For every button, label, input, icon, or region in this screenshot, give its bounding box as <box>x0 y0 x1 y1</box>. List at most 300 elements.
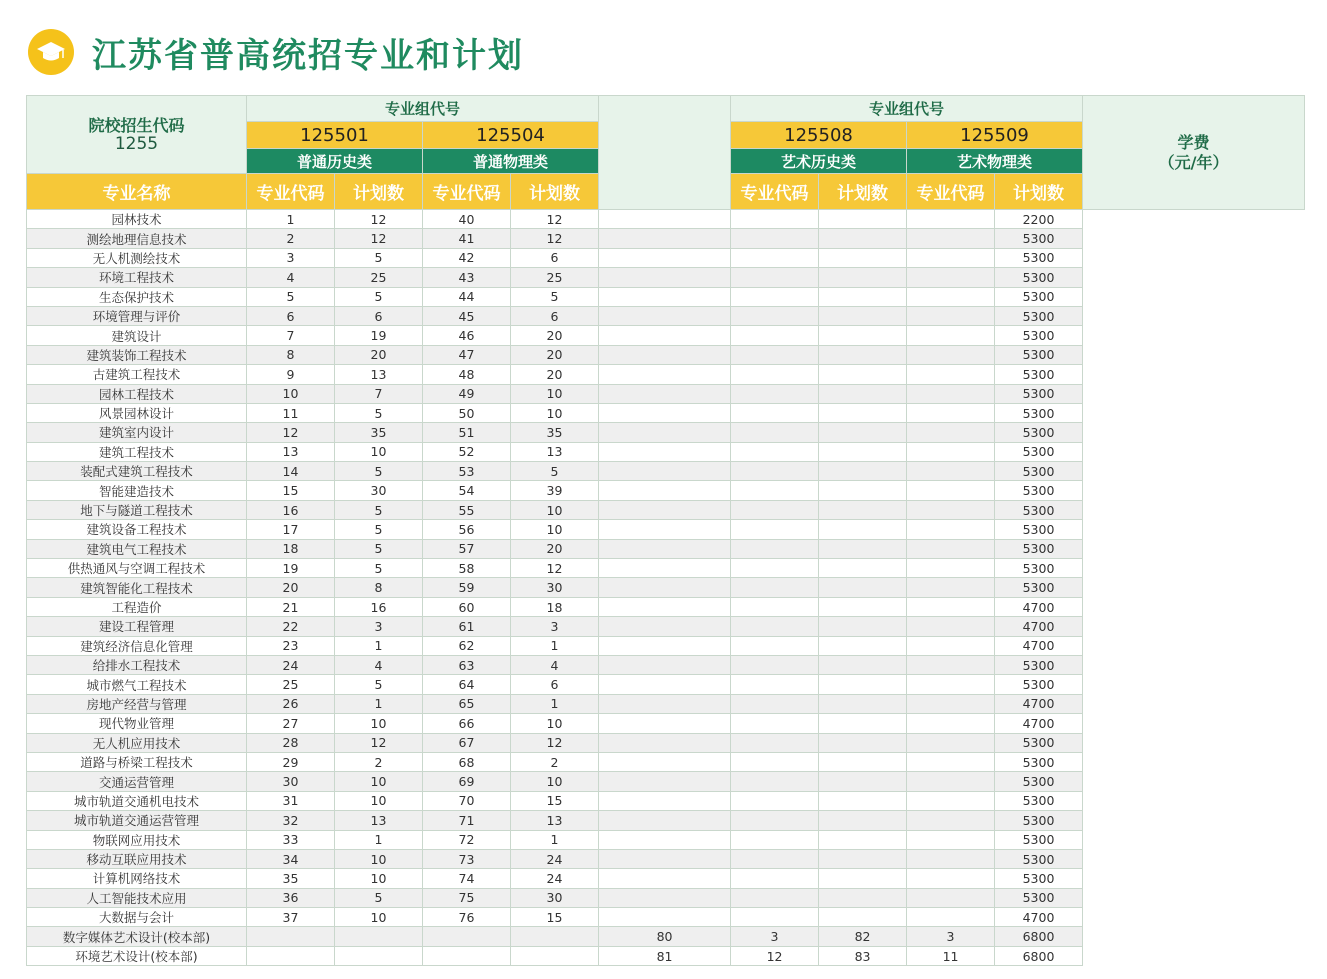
plan-count-cell: 10 <box>511 384 599 403</box>
plan-count-cell <box>731 287 819 306</box>
plan-count-cell: 18 <box>511 597 599 616</box>
table-row <box>27 345 1305 364</box>
plan-count-cell <box>731 229 819 248</box>
major-code-cell <box>819 384 907 403</box>
plan-count-cell <box>907 636 995 655</box>
plan-count-cell: 15 <box>511 908 599 927</box>
plan-count-cell: 35 <box>335 423 423 442</box>
major-code-cell <box>599 384 731 403</box>
group-category: 普通历史类 <box>247 149 423 174</box>
major-code-cell <box>819 442 907 461</box>
major-code-cell <box>819 714 907 733</box>
major-name-cell: 智能建造技术 <box>27 481 247 500</box>
major-code-cell <box>819 733 907 752</box>
major-name-cell: 房地产经营与管理 <box>27 694 247 713</box>
major-code-cell <box>819 908 907 927</box>
table-row <box>27 617 1305 636</box>
fee-label: 学费 <box>1177 132 1210 152</box>
group-code: 125504 <box>423 122 599 149</box>
major-code-cell: 16 <box>247 500 335 519</box>
plan-count-cell <box>731 772 819 791</box>
major-code-cell <box>819 811 907 830</box>
fee-unit: （元/年） <box>1158 152 1229 172</box>
plan-count-cell <box>907 811 995 830</box>
major-code-cell: 76 <box>423 908 511 927</box>
major-code-cell <box>599 772 731 791</box>
fee-cell: 5300 <box>995 403 1083 422</box>
plan-count-cell: 20 <box>335 345 423 364</box>
major-code-cell: 14 <box>247 462 335 481</box>
plan-count-cell: 10 <box>335 714 423 733</box>
table-row <box>27 578 1305 597</box>
major-code-cell: 41 <box>423 229 511 248</box>
fee-cell: 5300 <box>995 423 1083 442</box>
major-code-cell: 45 <box>423 306 511 325</box>
major-code-cell <box>819 500 907 519</box>
table-row <box>27 210 1305 229</box>
table-row <box>27 520 1305 539</box>
plan-count-cell: 30 <box>335 481 423 500</box>
fee-cell: 4700 <box>995 636 1083 655</box>
plan-count-cell <box>731 869 819 888</box>
plan-count-cell <box>731 811 819 830</box>
plan-count-cell: 1 <box>335 636 423 655</box>
table-row <box>27 597 1305 616</box>
plan-count-cell <box>731 636 819 655</box>
major-code-cell: 40 <box>423 210 511 229</box>
major-code-cell <box>599 268 731 287</box>
plan-count-cell: 3 <box>335 617 423 636</box>
major-code-cell: 46 <box>423 326 511 345</box>
plan-count-cell: 10 <box>511 520 599 539</box>
major-code-cell: 4 <box>247 268 335 287</box>
fee-cell: 6800 <box>995 946 1083 965</box>
plan-count-cell <box>907 559 995 578</box>
major-code-cell <box>599 539 731 558</box>
plan-count-cell: 24 <box>511 849 599 868</box>
plan-count-cell <box>731 559 819 578</box>
code-header: 专业代码 <box>247 174 335 210</box>
major-name-cell: 现代物业管理 <box>27 714 247 733</box>
major-code-cell: 44 <box>423 287 511 306</box>
plan-count-cell: 5 <box>335 287 423 306</box>
plan-count-cell: 10 <box>511 772 599 791</box>
fee-cell: 5300 <box>995 559 1083 578</box>
table-row <box>27 326 1305 345</box>
major-code-cell <box>599 500 731 519</box>
major-code-cell <box>599 345 731 364</box>
fee-cell: 5300 <box>995 655 1083 674</box>
major-code-cell <box>599 655 731 674</box>
major-name-cell: 给排水工程技术 <box>27 655 247 674</box>
major-code-cell <box>819 675 907 694</box>
major-code-cell: 18 <box>247 539 335 558</box>
major-code-cell <box>599 403 731 422</box>
plan-count-cell <box>731 830 819 849</box>
plan-count-cell <box>731 500 819 519</box>
table-row <box>27 636 1305 655</box>
group-code: 125509 <box>907 122 1083 149</box>
major-code-cell <box>819 210 907 229</box>
table-row <box>27 869 1305 888</box>
table-row <box>27 733 1305 752</box>
plan-count-cell <box>731 365 819 384</box>
major-code-cell <box>599 714 731 733</box>
fee-cell: 5300 <box>995 248 1083 267</box>
plan-count-cell: 10 <box>511 403 599 422</box>
plan-count-cell: 1 <box>511 636 599 655</box>
major-code-cell: 15 <box>247 481 335 500</box>
fee-cell: 4700 <box>995 597 1083 616</box>
major-code-cell: 73 <box>423 849 511 868</box>
major-code-cell <box>599 811 731 830</box>
major-code-cell: 59 <box>423 578 511 597</box>
major-code-cell <box>599 210 731 229</box>
plan-count-cell <box>731 888 819 907</box>
major-code-cell <box>819 694 907 713</box>
major-code-cell: 56 <box>423 520 511 539</box>
major-code-cell: 74 <box>423 869 511 888</box>
plan-count-cell <box>731 268 819 287</box>
major-code-cell <box>247 927 335 946</box>
plan-count-cell: 30 <box>511 578 599 597</box>
fee-cell: 5300 <box>995 229 1083 248</box>
major-name-cell: 建筑智能化工程技术 <box>27 578 247 597</box>
plan-count-cell: 20 <box>511 345 599 364</box>
plan-count-cell: 5 <box>335 888 423 907</box>
major-code-cell: 30 <box>247 772 335 791</box>
plan-count-cell: 3 <box>907 927 995 946</box>
major-code-cell: 68 <box>423 752 511 771</box>
plan-count-cell: 13 <box>511 442 599 461</box>
major-code-cell: 19 <box>247 559 335 578</box>
major-code-cell <box>819 481 907 500</box>
plan-count-cell: 5 <box>335 403 423 422</box>
major-code-cell <box>819 287 907 306</box>
major-code-cell <box>423 927 511 946</box>
plan-count-cell: 25 <box>335 268 423 287</box>
fee-header <box>1083 96 1305 210</box>
plan-header: 计划数 <box>995 174 1083 210</box>
major-code-cell <box>819 869 907 888</box>
fee-cell: 5300 <box>995 384 1083 403</box>
spacer-column <box>599 96 731 210</box>
major-code-cell: 8 <box>247 345 335 364</box>
table-row <box>27 888 1305 907</box>
major-name-cell: 城市燃气工程技术 <box>27 675 247 694</box>
major-name-cell: 装配式建筑工程技术 <box>27 462 247 481</box>
table-row <box>27 268 1305 287</box>
plan-count-cell <box>907 888 995 907</box>
plan-count-cell <box>731 481 819 500</box>
plan-count-cell: 20 <box>511 539 599 558</box>
major-code-cell <box>599 869 731 888</box>
table-row <box>27 384 1305 403</box>
plan-count-cell: 16 <box>335 597 423 616</box>
major-code-cell <box>819 597 907 616</box>
table-row <box>27 849 1305 868</box>
major-code-cell: 32 <box>247 811 335 830</box>
plan-count-cell: 24 <box>511 869 599 888</box>
fee-cell: 4700 <box>995 714 1083 733</box>
plan-count-cell <box>731 752 819 771</box>
major-name-cell: 建筑室内设计 <box>27 423 247 442</box>
plan-count-cell <box>731 908 819 927</box>
table-row <box>27 946 1305 965</box>
major-name-cell: 建筑经济信息化管理 <box>27 636 247 655</box>
major-code-cell: 52 <box>423 442 511 461</box>
major-code-cell: 69 <box>423 772 511 791</box>
plan-count-cell <box>907 229 995 248</box>
table-row <box>27 423 1305 442</box>
major-name-cell: 环境工程技术 <box>27 268 247 287</box>
group-code: 125501 <box>247 122 423 149</box>
major-code-cell <box>819 268 907 287</box>
major-name-cell: 建筑电气工程技术 <box>27 539 247 558</box>
major-code-cell <box>599 481 731 500</box>
fee-cell: 4700 <box>995 694 1083 713</box>
plan-count-cell: 6 <box>511 306 599 325</box>
plan-count-cell: 6 <box>511 248 599 267</box>
major-code-cell <box>599 908 731 927</box>
table-row <box>27 752 1305 771</box>
plan-count-cell <box>907 617 995 636</box>
major-code-cell <box>599 617 731 636</box>
plan-count-cell: 4 <box>511 655 599 674</box>
major-code-cell <box>819 403 907 422</box>
plan-count-cell <box>907 578 995 597</box>
table-row <box>27 655 1305 674</box>
fee-cell: 5300 <box>995 287 1083 306</box>
major-code-cell: 35 <box>247 869 335 888</box>
plan-count-cell <box>731 714 819 733</box>
table-row <box>27 462 1305 481</box>
major-code-cell: 43 <box>423 268 511 287</box>
plan-count-cell <box>731 306 819 325</box>
major-code-cell <box>819 326 907 345</box>
plan-count-cell: 10 <box>335 869 423 888</box>
plan-count-cell: 11 <box>907 946 995 965</box>
major-code-cell <box>819 248 907 267</box>
major-name-cell: 人工智能技术应用 <box>27 888 247 907</box>
table-row <box>27 714 1305 733</box>
plan-count-cell: 6 <box>511 675 599 694</box>
table-row <box>27 908 1305 927</box>
major-name-cell: 古建筑工程技术 <box>27 365 247 384</box>
plan-table <box>26 95 1305 966</box>
major-code-cell <box>599 306 731 325</box>
plan-count-cell: 5 <box>335 675 423 694</box>
plan-count-cell: 3 <box>511 617 599 636</box>
plan-count-cell: 5 <box>335 539 423 558</box>
major-code-cell <box>819 462 907 481</box>
plan-count-cell <box>731 423 819 442</box>
major-name-cell: 数字媒体艺术设计(校本部) <box>27 927 247 946</box>
major-code-cell: 22 <box>247 617 335 636</box>
plan-count-cell <box>907 733 995 752</box>
plan-count-cell: 12 <box>335 733 423 752</box>
major-code-cell <box>599 462 731 481</box>
major-code-cell <box>599 597 731 616</box>
major-name-cell: 建筑装饰工程技术 <box>27 345 247 364</box>
plan-count-cell <box>907 752 995 771</box>
table-row <box>27 559 1305 578</box>
major-code-cell <box>819 849 907 868</box>
table-row <box>27 539 1305 558</box>
major-name-cell: 计算机网络技术 <box>27 869 247 888</box>
major-code-cell <box>819 520 907 539</box>
plan-count-cell <box>907 539 995 558</box>
plan-count-cell <box>511 946 599 965</box>
fee-cell: 5300 <box>995 520 1083 539</box>
plan-count-cell <box>731 597 819 616</box>
major-code-cell: 66 <box>423 714 511 733</box>
plan-count-cell: 12 <box>335 210 423 229</box>
major-code-cell: 5 <box>247 287 335 306</box>
plan-count-cell: 5 <box>335 520 423 539</box>
group-category: 艺术历史类 <box>731 149 907 174</box>
fee-cell: 5300 <box>995 811 1083 830</box>
fee-cell: 5300 <box>995 869 1083 888</box>
plan-count-cell: 12 <box>511 559 599 578</box>
plan-count-cell <box>335 927 423 946</box>
major-code-cell <box>819 830 907 849</box>
plan-count-cell <box>731 520 819 539</box>
group-category: 普通物理类 <box>423 149 599 174</box>
plan-count-cell: 5 <box>335 500 423 519</box>
plan-count-cell: 39 <box>511 481 599 500</box>
plan-count-cell <box>907 306 995 325</box>
major-code-cell: 25 <box>247 675 335 694</box>
major-code-cell: 65 <box>423 694 511 713</box>
major-code-cell: 34 <box>247 849 335 868</box>
major-name-cell: 环境艺术设计(校本部) <box>27 946 247 965</box>
table-row <box>27 500 1305 519</box>
major-code-cell <box>423 946 511 965</box>
plan-count-cell: 5 <box>335 248 423 267</box>
plan-count-cell: 25 <box>511 268 599 287</box>
plan-count-cell <box>907 869 995 888</box>
fee-cell: 5300 <box>995 345 1083 364</box>
major-code-cell: 13 <box>247 442 335 461</box>
table-row <box>27 927 1305 946</box>
plan-count-cell: 15 <box>511 791 599 810</box>
major-code-cell: 7 <box>247 326 335 345</box>
major-code-cell: 17 <box>247 520 335 539</box>
fee-cell: 5300 <box>995 365 1083 384</box>
fee-cell: 5300 <box>995 752 1083 771</box>
table-body <box>27 210 1305 966</box>
major-name-cell: 移动互联应用技术 <box>27 849 247 868</box>
plan-count-cell: 20 <box>511 365 599 384</box>
plan-count-cell: 5 <box>511 287 599 306</box>
major-name-cell: 建筑设计 <box>27 326 247 345</box>
major-name-cell: 工程造价 <box>27 597 247 616</box>
major-name-cell: 园林工程技术 <box>27 384 247 403</box>
plan-count-cell <box>731 694 819 713</box>
major-name-cell: 地下与隧道工程技术 <box>27 500 247 519</box>
major-code-cell <box>599 248 731 267</box>
major-code-cell: 2 <box>247 229 335 248</box>
table-row <box>27 229 1305 248</box>
major-name-cell: 环境管理与评价 <box>27 306 247 325</box>
major-code-cell: 51 <box>423 423 511 442</box>
major-code-cell <box>247 946 335 965</box>
major-name-cell: 建筑设备工程技术 <box>27 520 247 539</box>
plan-count-cell <box>907 442 995 461</box>
table-row <box>27 481 1305 500</box>
major-code-cell: 11 <box>247 403 335 422</box>
plan-count-cell <box>731 210 819 229</box>
major-code-cell: 20 <box>247 578 335 597</box>
plan-count-cell <box>731 791 819 810</box>
plan-count-cell: 35 <box>511 423 599 442</box>
major-name-cell: 建设工程管理 <box>27 617 247 636</box>
major-code-cell: 57 <box>423 539 511 558</box>
major-code-cell: 60 <box>423 597 511 616</box>
plan-count-cell: 2 <box>335 752 423 771</box>
plan-header: 计划数 <box>511 174 599 210</box>
plan-count-cell: 4 <box>335 655 423 674</box>
major-name-cell: 道路与桥梁工程技术 <box>27 752 247 771</box>
fee-cell: 5300 <box>995 268 1083 287</box>
major-code-cell <box>819 539 907 558</box>
code-header: 专业代码 <box>731 174 819 210</box>
major-code-cell <box>599 675 731 694</box>
plan-count-cell: 12 <box>731 946 819 965</box>
major-code-cell <box>599 849 731 868</box>
major-name-cell: 无人机测绘技术 <box>27 248 247 267</box>
plan-count-cell: 1 <box>335 694 423 713</box>
plan-count-cell <box>731 462 819 481</box>
major-code-cell <box>599 733 731 752</box>
plan-count-cell <box>907 403 995 422</box>
plan-count-cell: 12 <box>511 733 599 752</box>
major-code-cell: 23 <box>247 636 335 655</box>
major-code-cell <box>819 306 907 325</box>
major-code-cell: 62 <box>423 636 511 655</box>
plan-count-cell: 1 <box>511 694 599 713</box>
major-name-cell: 交通运营管理 <box>27 772 247 791</box>
major-code-cell <box>599 520 731 539</box>
major-name-cell: 城市轨道交通运营管理 <box>27 811 247 830</box>
plan-count-cell: 3 <box>731 927 819 946</box>
group-code: 125508 <box>731 122 907 149</box>
major-code-cell: 48 <box>423 365 511 384</box>
major-code-cell: 28 <box>247 733 335 752</box>
major-code-cell: 36 <box>247 888 335 907</box>
major-code-cell <box>819 655 907 674</box>
table-row <box>27 830 1305 849</box>
plan-count-cell: 6 <box>335 306 423 325</box>
plan-count-cell <box>731 578 819 597</box>
fee-cell: 5300 <box>995 578 1083 597</box>
plan-header: 计划数 <box>819 174 907 210</box>
fee-cell: 5300 <box>995 791 1083 810</box>
major-code-cell: 33 <box>247 830 335 849</box>
plan-count-cell <box>907 462 995 481</box>
major-code-cell <box>599 326 731 345</box>
plan-count-cell: 19 <box>335 326 423 345</box>
plan-count-cell <box>907 830 995 849</box>
major-code-cell <box>819 888 907 907</box>
plan-count-cell: 13 <box>335 811 423 830</box>
fee-cell: 5300 <box>995 849 1083 868</box>
major-code-cell: 47 <box>423 345 511 364</box>
major-code-cell: 50 <box>423 403 511 422</box>
plan-count-cell: 10 <box>335 442 423 461</box>
major-code-cell: 54 <box>423 481 511 500</box>
